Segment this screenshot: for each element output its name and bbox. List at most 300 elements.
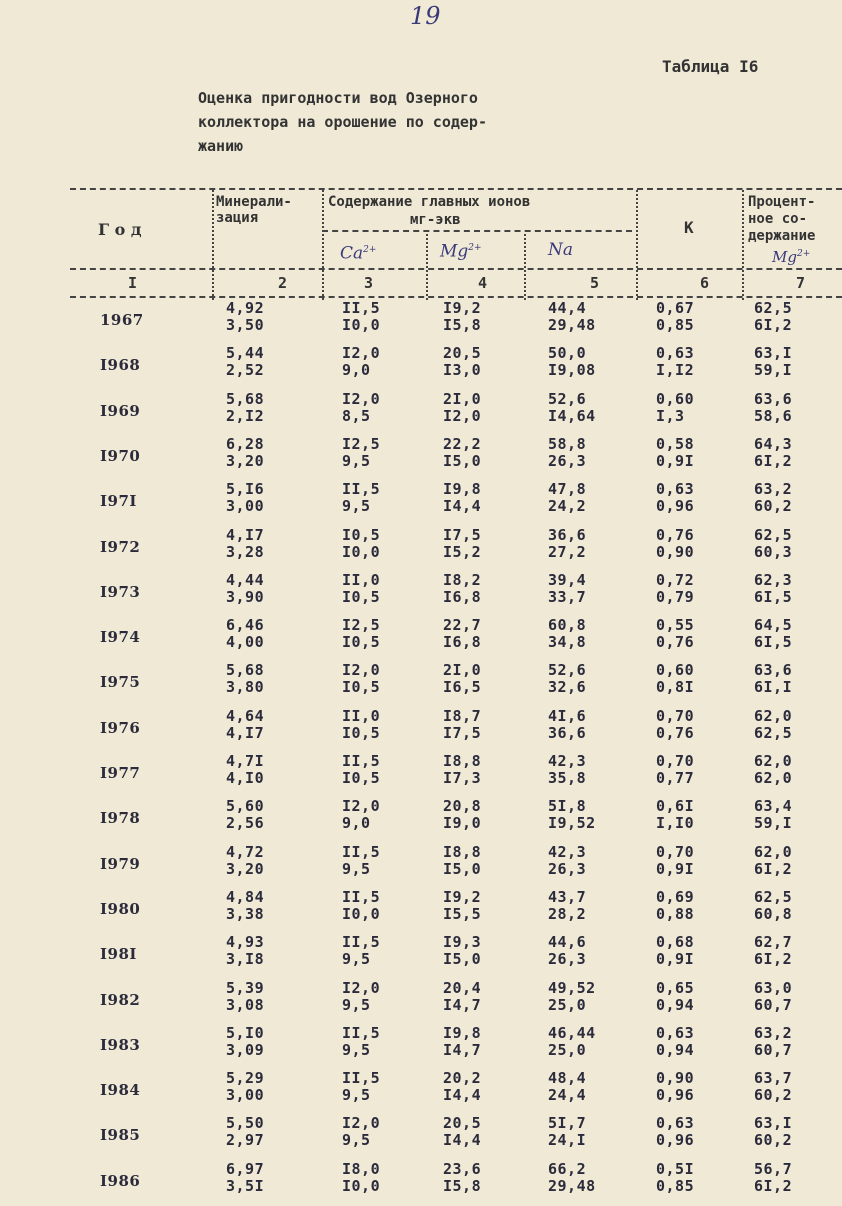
k-cell-value: 0,63 — [656, 1114, 695, 1133]
na-cell — [548, 1070, 586, 1104]
mg-cell — [443, 1161, 481, 1195]
ca-cell — [342, 889, 380, 923]
mineralization-cell-value: 4,7I — [226, 752, 265, 770]
ca-cell-value: II,0 — [342, 706, 381, 725]
year-cell: 1967 — [100, 311, 144, 329]
k-cell-value: 0,8I — [656, 678, 695, 697]
mg-percent-cell-value: 58,6 — [754, 406, 793, 425]
col-number: 7 — [796, 274, 806, 292]
mg-cell-value: I8,8 — [443, 842, 482, 861]
k-cell-value: 0,9I — [656, 950, 695, 969]
k-cell-value: 0,88 — [656, 904, 695, 923]
na-cell-value: 4I,6 — [548, 706, 587, 725]
na-cell — [548, 572, 586, 606]
mg-cell — [443, 572, 481, 606]
col-separator — [212, 190, 214, 300]
mineralization-cell-value: 3,38 — [226, 904, 265, 923]
ca-cell-value: II,0 — [342, 570, 381, 589]
header-mineralization: Минерали- зация — [216, 194, 292, 226]
ca-cell — [342, 572, 380, 606]
na-cell-value: 47,8 — [548, 480, 587, 499]
mineralization-cell-value: 4,I7 — [226, 525, 265, 544]
table-row — [0, 391, 842, 436]
mg-cell-value: I5,2 — [443, 542, 482, 561]
ca-cell-value: I2,0 — [342, 661, 381, 680]
k-cell-value: 0,60 — [656, 661, 695, 680]
mg-cell — [443, 662, 481, 696]
ca-cell-value: I2,0 — [342, 1114, 381, 1133]
mineralization-cell-value: 3,5I — [226, 1176, 265, 1195]
mg-percent-cell-value: 62,5 — [754, 723, 793, 742]
mg-cell — [443, 527, 481, 561]
mg-percent-cell-value: 64,3 — [754, 434, 793, 453]
year-cell: I969 — [100, 401, 141, 420]
mg-percent-cell-value: 6I,2 — [754, 859, 793, 878]
k-cell-value: I,3 — [656, 406, 685, 425]
na-cell-value: 5I,7 — [548, 1114, 587, 1133]
ca-cell-value: I2,0 — [342, 344, 381, 363]
na-cell-value: 35,8 — [548, 769, 587, 787]
table-row — [0, 1025, 842, 1070]
k-cell — [656, 889, 694, 923]
na-cell — [548, 481, 586, 515]
mg-cell-value: I9,8 — [443, 480, 482, 499]
na-cell-value: 28,2 — [548, 904, 587, 923]
ca-cell-value: I0,5 — [342, 633, 381, 652]
na-cell — [548, 617, 586, 651]
table-row — [0, 345, 842, 390]
mineralization-cell-value: 5,I0 — [226, 1023, 265, 1042]
na-cell-value: 58,8 — [548, 434, 587, 453]
na-cell-value: 34,8 — [548, 633, 587, 652]
year-cell: I972 — [100, 537, 141, 556]
ca-cell-value: I0,0 — [342, 1176, 381, 1195]
ca-cell-value: I2,5 — [342, 434, 381, 453]
na-cell-value: 42,3 — [548, 842, 587, 861]
na-cell-value: 24,2 — [548, 497, 587, 516]
mg-percent-cell-value: 6I,5 — [754, 633, 793, 652]
mineralization-cell-value: 4,44 — [226, 570, 265, 589]
mg-percent-cell — [754, 844, 792, 878]
mineralization-cell-value: 6,28 — [226, 434, 265, 453]
mg-cell-value: I5,0 — [443, 859, 482, 878]
header-percent: Процент- ное со- держание — [748, 194, 816, 244]
mineralization-cell-value: 5,39 — [226, 978, 265, 997]
mg-percent-cell — [754, 527, 792, 561]
k-cell-value: 0,72 — [656, 570, 695, 589]
mg-cell-value: I5,0 — [443, 451, 482, 470]
year-cell: I979 — [100, 854, 141, 873]
na-cell — [548, 1115, 586, 1149]
mineralization-cell — [226, 300, 264, 334]
mg-cell-value: I7,5 — [443, 723, 482, 742]
k-cell — [656, 708, 694, 742]
mg-percent-cell-value: 6I,I — [754, 678, 793, 697]
mg-cell — [443, 300, 481, 334]
mg-cell-value: I6,8 — [443, 633, 482, 652]
mg-percent-cell-value: 60,2 — [754, 1086, 793, 1105]
k-cell-value: 0,60 — [656, 389, 695, 408]
k-cell-value: 0,63 — [656, 344, 695, 363]
mineralization-cell — [226, 844, 264, 878]
na-cell-value: 26,3 — [548, 950, 587, 969]
k-cell-value: 0,94 — [656, 1040, 695, 1059]
ca-cell-value: I0,0 — [342, 904, 381, 923]
ca-cell — [342, 980, 380, 1014]
ca-cell — [342, 1070, 380, 1104]
mg-percent-cell — [754, 980, 792, 1014]
mg-cell-value: I2,0 — [443, 406, 482, 425]
header-na: Na — [548, 240, 574, 260]
k-cell-value: 0,65 — [656, 978, 695, 997]
k-cell-value: 0,79 — [656, 587, 695, 606]
mineralization-cell — [226, 753, 264, 787]
na-cell-value: 60,8 — [548, 616, 587, 635]
year-cell: I986 — [100, 1171, 141, 1190]
ca-cell-value: 9,5 — [342, 950, 371, 969]
na-cell-value: 33,7 — [548, 587, 587, 606]
mg-percent-cell — [754, 300, 792, 334]
mg-percent-cell-value: 62,7 — [754, 933, 793, 952]
na-cell-value: 32,6 — [548, 678, 587, 697]
mg-cell-value: I5,0 — [443, 950, 482, 969]
k-cell-value: I,I0 — [656, 814, 695, 833]
title-line: Оценка пригодности вод Озерного — [198, 89, 478, 107]
mg-cell-value: 20,5 — [443, 1114, 482, 1133]
ca-cell-value: I2,5 — [342, 616, 381, 635]
ca-cell — [342, 527, 380, 561]
ions-sub-rule — [322, 230, 632, 232]
mg-cell-value: I9,2 — [443, 887, 482, 906]
k-cell-value: 0,68 — [656, 933, 695, 952]
k-cell — [656, 1025, 694, 1059]
ca-cell-value: I2,0 — [342, 978, 381, 997]
ca-cell-value: 9,0 — [342, 814, 371, 833]
mg-percent-cell-value: 63,4 — [754, 797, 793, 816]
k-cell-value: 0,76 — [656, 723, 695, 742]
na-cell-value: 43,7 — [548, 887, 587, 906]
mg-percent-cell — [754, 889, 792, 923]
k-cell — [656, 934, 694, 968]
year-cell: I970 — [100, 446, 141, 465]
mg-cell-value: I5,8 — [443, 316, 482, 334]
ca-cell-value: I0,5 — [342, 769, 381, 787]
k-cell-value: 0,6I — [656, 797, 695, 816]
mg-percent-cell-value: 63,I — [754, 1114, 793, 1133]
k-cell-value: 0,76 — [656, 525, 695, 544]
na-cell-value: 52,6 — [548, 661, 587, 680]
k-cell-value: 0,9I — [656, 859, 695, 878]
mineralization-cell — [226, 980, 264, 1014]
mg-cell — [443, 391, 481, 425]
table-row — [0, 527, 842, 572]
ca-cell — [342, 617, 380, 651]
ca-cell — [342, 345, 380, 379]
k-cell-value: 0,70 — [656, 752, 695, 770]
mineralization-cell — [226, 1115, 264, 1149]
mg-cell — [443, 708, 481, 742]
ca-cell-value: 9,5 — [342, 995, 371, 1014]
mg-cell — [443, 889, 481, 923]
mineralization-cell-value: 6,46 — [226, 616, 265, 635]
na-cell-value: 48,4 — [548, 1069, 587, 1088]
mg-cell-value: I5,8 — [443, 1176, 482, 1195]
header-ions: Содержание главных ионов — [328, 194, 531, 210]
year-cell: I975 — [100, 673, 141, 692]
mineralization-cell-value: 5,68 — [226, 661, 265, 680]
na-cell — [548, 662, 586, 696]
ca-cell — [342, 1025, 380, 1059]
na-cell-value: I4,64 — [548, 406, 596, 425]
ca-cell-value: I2,0 — [342, 797, 381, 816]
k-cell — [656, 617, 694, 651]
col-separator — [322, 190, 324, 300]
na-cell-value: 42,3 — [548, 752, 587, 770]
mg-percent-cell-value: 63,I — [754, 344, 793, 363]
mg-percent-cell — [754, 708, 792, 742]
mg-percent-cell-value: 64,5 — [754, 616, 793, 635]
mineralization-cell — [226, 617, 264, 651]
k-cell-value: 0,90 — [656, 1069, 695, 1088]
ca-cell-value: 9,0 — [342, 361, 371, 380]
year-cell: I968 — [100, 356, 141, 375]
mg-cell-value: I9,2 — [443, 299, 482, 317]
ca-cell-value: I0,0 — [342, 542, 381, 561]
na-cell-value: 50,0 — [548, 344, 587, 363]
k-cell-value: 0,63 — [656, 1023, 695, 1042]
mg-percent-cell-value: 63,6 — [754, 389, 793, 408]
ca-cell-value: 9,5 — [342, 451, 371, 470]
year-cell: I98I — [100, 945, 137, 964]
na-cell-value: 44,4 — [548, 299, 587, 317]
mg-percent-cell-value: 62,0 — [754, 769, 793, 787]
header-top-rule — [70, 188, 842, 190]
k-cell-value: 0,77 — [656, 769, 695, 787]
ca-cell — [342, 1161, 380, 1195]
mg-percent-cell — [754, 436, 792, 470]
header-ca: $Ca^{2+}$ — [340, 243, 377, 264]
mineralization-cell-value: 4,92 — [226, 299, 265, 317]
mg-cell-value: 20,8 — [443, 797, 482, 816]
ca-cell — [342, 708, 380, 742]
mineralization-cell — [226, 662, 264, 696]
ca-cell-value: 9,5 — [342, 497, 371, 516]
mg-percent-cell-value: 6I,2 — [754, 316, 793, 334]
mg-cell — [443, 1025, 481, 1059]
header-mid-rule — [70, 268, 842, 270]
mineralization-cell-value: 3,00 — [226, 1086, 265, 1105]
k-cell-value: 0,69 — [656, 887, 695, 906]
mineralization-cell-value: 5,60 — [226, 797, 265, 816]
na-cell — [548, 1025, 596, 1059]
mineralization-cell — [226, 527, 264, 561]
title-line: коллектора на орошение по содер- — [198, 113, 487, 131]
na-cell-value: 26,3 — [548, 451, 587, 470]
mg-cell — [443, 844, 481, 878]
mg-percent-cell-value: 60,8 — [754, 904, 793, 923]
ca-cell-value: II,5 — [342, 933, 381, 952]
year-cell: I978 — [100, 809, 141, 828]
mg-cell-value: I4,4 — [443, 1086, 482, 1105]
ca-cell-value: 9,5 — [342, 1086, 371, 1105]
k-cell-value: 0,76 — [656, 633, 695, 652]
mg-cell — [443, 934, 481, 968]
mg-percent-cell-value: 62,5 — [754, 299, 793, 317]
k-cell — [656, 345, 694, 379]
mg-cell-value: 22,2 — [443, 434, 482, 453]
col-number: 6 — [700, 274, 710, 292]
table-row — [0, 300, 842, 345]
na-cell-value: 46,44 — [548, 1023, 596, 1042]
mineralization-cell — [226, 934, 264, 968]
na-cell-value: 25,0 — [548, 995, 587, 1014]
col-number: I — [128, 274, 138, 292]
col-number: 5 — [590, 274, 600, 292]
table-row — [0, 1161, 842, 1206]
k-cell — [656, 1161, 694, 1195]
mineralization-cell-value: 5,44 — [226, 344, 265, 363]
mg-cell-value: I6,5 — [443, 678, 482, 697]
mg-percent-cell-value: 62,5 — [754, 525, 793, 544]
mg-cell-value: 2I,0 — [443, 389, 482, 408]
mg-cell-value: I6,8 — [443, 587, 482, 606]
na-cell-value: 29,48 — [548, 1176, 596, 1195]
header-units: мг-экв — [410, 212, 461, 228]
na-cell-value: 36,6 — [548, 723, 587, 742]
k-cell-value: 0,96 — [656, 1131, 695, 1150]
na-cell-value: 29,48 — [548, 316, 596, 334]
mg-percent-cell — [754, 798, 792, 832]
mineralization-cell-value: 4,64 — [226, 706, 265, 725]
mineralization-cell — [226, 798, 264, 832]
table-row — [0, 844, 842, 889]
na-cell-value: 49,52 — [548, 978, 596, 997]
table-row — [0, 980, 842, 1025]
ca-cell — [342, 798, 380, 832]
mineralization-cell — [226, 345, 264, 379]
na-cell — [548, 1161, 596, 1195]
k-cell — [656, 300, 694, 334]
mg-cell — [443, 1070, 481, 1104]
k-cell-value: 0,96 — [656, 1086, 695, 1105]
mineralization-cell-value: 2,56 — [226, 814, 265, 833]
mineralization-cell — [226, 1070, 264, 1104]
k-cell — [656, 753, 694, 787]
mg-cell-value: I4,7 — [443, 1040, 482, 1059]
mineralization-cell-value: 5,50 — [226, 1114, 265, 1133]
mineralization-cell — [226, 1025, 264, 1059]
mg-percent-cell-value: 63,2 — [754, 480, 793, 499]
ca-cell-value: II,5 — [342, 1069, 381, 1088]
k-cell — [656, 572, 694, 606]
header-mg: $Mg^{2+}$ — [440, 241, 482, 262]
mineralization-cell — [226, 572, 264, 606]
na-cell-value: 36,6 — [548, 525, 587, 544]
mg-percent-cell-value: 60,7 — [754, 995, 793, 1014]
na-cell — [548, 300, 596, 334]
ca-cell-value: II,5 — [342, 299, 381, 317]
header-pct-mg: $Mg^{2+}$ — [772, 248, 811, 266]
na-cell — [548, 934, 586, 968]
table-header — [0, 182, 842, 302]
k-cell — [656, 436, 694, 470]
table-row — [0, 934, 842, 979]
k-cell-value: 0,70 — [656, 842, 695, 861]
ca-cell — [342, 934, 380, 968]
mg-percent-cell-value: 63,6 — [754, 661, 793, 680]
mg-percent-cell-value: 59,I — [754, 814, 793, 833]
mg-cell-value: I5,5 — [443, 904, 482, 923]
ca-cell — [342, 1115, 380, 1149]
k-cell-value: 0,55 — [656, 616, 695, 635]
ca-cell-value: II,5 — [342, 887, 381, 906]
col-separator — [742, 190, 744, 300]
col-separator — [524, 234, 526, 300]
year-cell: I985 — [100, 1126, 141, 1145]
year-cell: I974 — [100, 628, 141, 647]
mineralization-cell — [226, 1161, 264, 1195]
mineralization-cell — [226, 436, 264, 470]
na-cell-value: 26,3 — [548, 859, 587, 878]
mineralization-cell-value: 4,93 — [226, 933, 265, 952]
mg-percent-cell-value: 6I,5 — [754, 587, 793, 606]
mg-cell-value: I8,2 — [443, 570, 482, 589]
mg-cell-value: 20,5 — [443, 344, 482, 363]
mg-percent-cell-value: 60,2 — [754, 497, 793, 516]
na-cell-value: I9,52 — [548, 814, 596, 833]
na-cell-value: 52,6 — [548, 389, 587, 408]
mg-percent-cell-value: 6I,2 — [754, 1176, 793, 1195]
mineralization-cell-value: 5,29 — [226, 1069, 265, 1088]
mg-percent-cell — [754, 934, 792, 968]
k-cell-value: 0,90 — [656, 542, 695, 561]
year-cell: I97I — [100, 492, 137, 511]
mg-cell-value: 2I,0 — [443, 661, 482, 680]
mg-percent-cell — [754, 572, 792, 606]
mg-cell-value: I9,0 — [443, 814, 482, 833]
na-cell-value: 25,0 — [548, 1040, 587, 1059]
table-row — [0, 481, 842, 526]
mineralization-cell-value: 3,80 — [226, 678, 265, 697]
mg-percent-cell — [754, 1161, 792, 1195]
ca-cell-value: I0,5 — [342, 525, 381, 544]
mg-cell-value: I8,8 — [443, 752, 482, 770]
k-cell-value: 0,96 — [656, 497, 695, 516]
na-cell — [548, 889, 586, 923]
table-row — [0, 1070, 842, 1115]
mg-percent-cell-value: 63,7 — [754, 1069, 793, 1088]
mineralization-cell-value: 3,20 — [226, 451, 265, 470]
ca-cell-value: I0,0 — [342, 316, 381, 334]
col-number: 2 — [278, 274, 288, 292]
mg-cell-value: 22,7 — [443, 616, 482, 635]
na-cell-value: 44,6 — [548, 933, 587, 952]
mg-percent-cell — [754, 1025, 792, 1059]
mg-cell — [443, 481, 481, 515]
mg-cell — [443, 798, 481, 832]
mineralization-cell-value: 3,50 — [226, 316, 265, 334]
ca-cell — [342, 481, 380, 515]
mg-cell-value: I4,4 — [443, 1131, 482, 1150]
mg-percent-cell-value: 63,2 — [754, 1023, 793, 1042]
mineralization-cell-value: 4,84 — [226, 887, 265, 906]
header-bottom-rule — [70, 296, 842, 298]
k-cell-value: I,I2 — [656, 361, 695, 380]
mg-cell-value: I7,3 — [443, 769, 482, 787]
ca-cell-value: 9,5 — [342, 859, 371, 878]
mg-cell — [443, 1115, 481, 1149]
ca-cell-value: 8,5 — [342, 406, 371, 425]
